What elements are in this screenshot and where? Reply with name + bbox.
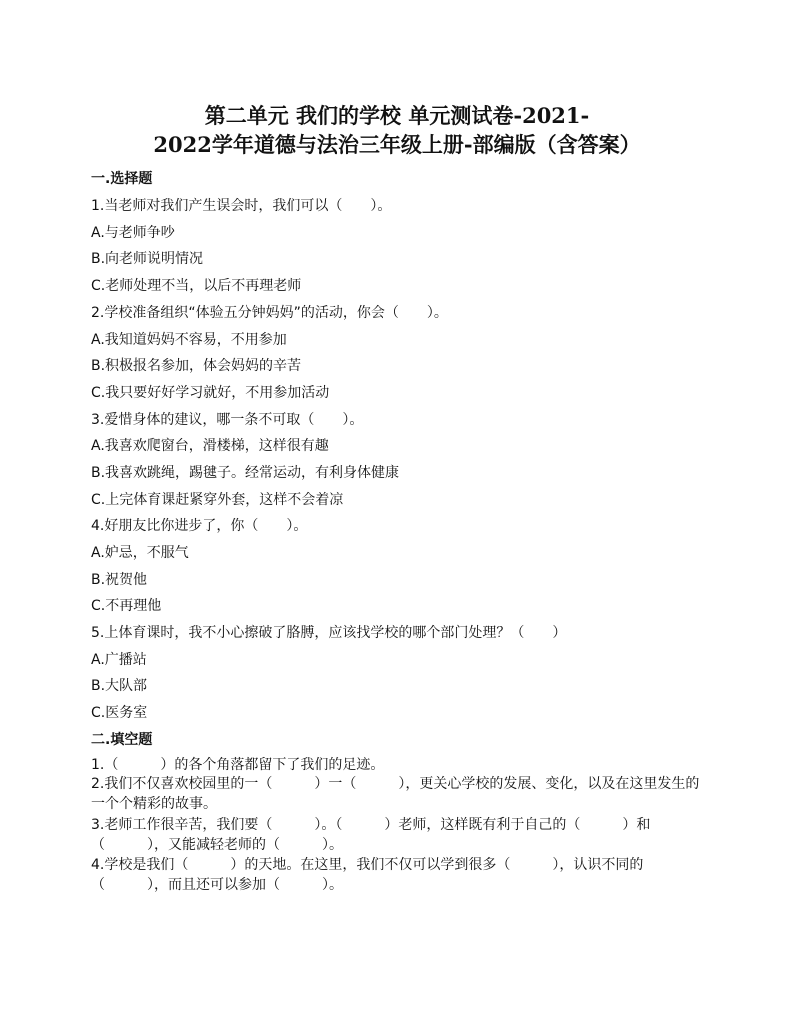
question-option: B.积极报名参加，体会妈妈的辛苦 — [91, 358, 302, 374]
section-heading-fill: 二.填空题 — [91, 732, 153, 748]
question-option: B.祝贺他 — [91, 572, 148, 588]
question-option: A.与老师争吵 — [91, 225, 175, 241]
fill-item: 4.学校是我们（ ）的天地。在这里，我们不仅可以学到很多（ ），认识不同的（ ），而且还可以参加（ ）。 — [91, 857, 644, 893]
question-stem: 1.当老师对我们产生误会时，我们可以（ ）。 — [91, 198, 392, 214]
question-option: B.向老师说明情况 — [91, 251, 204, 267]
question-option: C.老师处理不当，以后不再理老师 — [91, 278, 302, 294]
question-stem: 2.学校准备组织“体验五分钟妈妈”的活动，你会（ ）。 — [91, 305, 448, 321]
question-option: C.上完体育课赶紧穿外套，这样不会着凉 — [91, 492, 344, 508]
question-option: B.大队部 — [91, 678, 148, 694]
question-option: A.广播站 — [91, 652, 147, 668]
document-title-line-2: 2022学年道德与法治三年级上册-部编版（含答案） — [153, 132, 641, 157]
question-stem: 4.好朋友比你进步了，你（ ）。 — [91, 518, 308, 534]
question-option: C.医务室 — [91, 705, 148, 721]
fill-item: 1.（ ）的各个角落都留下了我们的足迹。 — [91, 757, 385, 773]
fill-item: 3.老师工作很辛苦，我们要（ ）。（ ）老师，这样既有利于自己的（ ）和（ ），又能减轻老师的（ ）。 — [91, 817, 651, 853]
question-option: A.我知道妈妈不容易，不用参加 — [91, 332, 287, 348]
document-title-line-1: 第二单元 我们的学校 单元测试卷-2021- — [204, 103, 590, 128]
fill-item: 2.我们不仅喜欢校园里的一（ ）一（ ），更关心学校的发展、变化，以及在这里发生的一个个精彩的故事。 — [91, 776, 700, 812]
question-option: C.不再理他 — [91, 598, 162, 614]
question-option: A.我喜欢爬窗台，滑楼梯，这样很有趣 — [91, 438, 329, 454]
question-option: B.我喜欢跳绳，踢毽子。经常运动，有利身体健康 — [91, 465, 400, 481]
question-option: C.我只要好好学习就好，不用参加活动 — [91, 385, 330, 401]
question-stem: 5.上体育课时，我不小心擦破了胳膊，应该找学校的哪个部门处理？（ ） — [91, 625, 567, 641]
question-stem: 3.爱惜身体的建议，哪一条不可取（ ）。 — [91, 412, 364, 428]
question-option: A.妒忌，不服气 — [91, 545, 189, 561]
section-heading-choice: 一.选择题 — [91, 171, 153, 187]
